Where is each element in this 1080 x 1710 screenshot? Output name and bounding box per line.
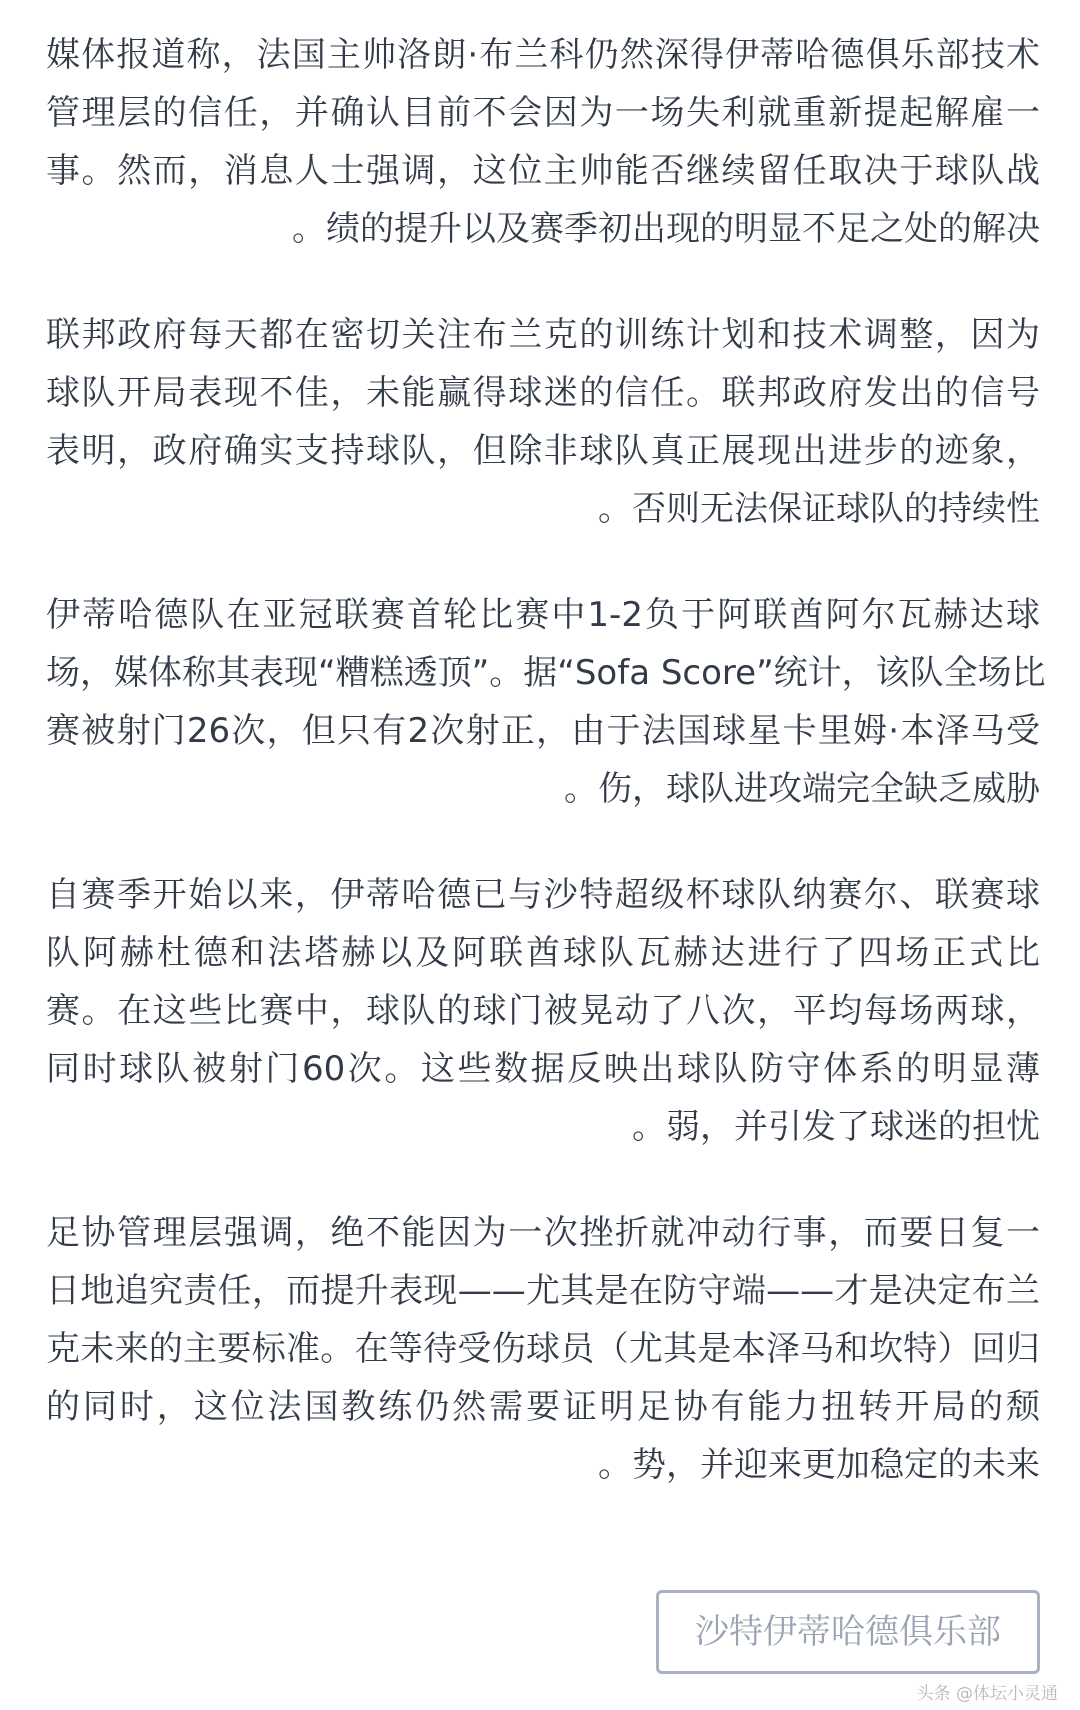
paragraph-3 xyxy=(46,586,1046,818)
paragraph-line: 。伤，球队进攻端完全缺乏威胁 xyxy=(564,769,1040,809)
paragraph-line: 足协管理层强调，绝不能因为一次挫折就冲动行事，而要日复一 xyxy=(46,1213,1040,1253)
paragraph-line: 自赛季开始以来，伊蒂哈德已与沙特超级杯球队纳赛尔、联赛球 xyxy=(46,875,1040,915)
paragraph-line: 赛被射门26次，但只有2次射正，由于法国球星卡里姆·本泽马受 xyxy=(46,711,1040,751)
paragraph-line: 媒体报道称，法国主帅洛朗·布兰科仍然深得伊蒂哈德俱乐部技术 xyxy=(46,35,1040,75)
paragraph-line: 。绩的提升以及赛季初出现的明显不足之处的解决 xyxy=(292,209,1040,249)
paragraph-1 xyxy=(46,26,1040,258)
paragraph-line: 球队开局表现不佳，未能赢得球迷的信任。联邦政府发出的信号 xyxy=(46,373,1040,413)
paragraph-line: 表明，政府确实支持球队，但除非球队真正展现出进步的迹象， xyxy=(46,431,1040,471)
paragraph-line: 。否则无法保证球队的持续性 xyxy=(598,489,1040,529)
paragraph-line: 队阿赫杜德和法塔赫以及阿联酋球队瓦赫达进行了四场正式比 xyxy=(46,933,1040,973)
club-tag-button[interactable]: 沙特伊蒂哈德俱乐部 xyxy=(656,1590,1040,1674)
paragraph-line: 克未来的主要标准。在等待受伤球员（尤其是本泽马和坎特）回归 xyxy=(46,1329,1040,1369)
paragraph-2 xyxy=(46,306,1040,538)
paragraph-line: 管理层的信任，并确认目前不会因为一场失利就重新提起解雇一 xyxy=(46,93,1040,133)
paragraph-line: 赛。在这些比赛中，球队的球门被晃动了八次，平均每场两球， xyxy=(46,991,1040,1031)
paragraph-line: 事。然而，消息人士强调，这位主帅能否继续留任取决于球队战 xyxy=(46,151,1040,191)
paragraph-line: 场，媒体称其表现“糟糕透顶”。据“Sofa Score”统计，该队全场比 xyxy=(46,653,1046,693)
article-body xyxy=(46,26,1046,1542)
paragraph-5 xyxy=(46,1204,1040,1494)
paragraph-line: 日地追究责任，而提升表现——尤其是在防守端——才是决定布兰 xyxy=(46,1271,1040,1311)
paragraph-line: 联邦政府每天都在密切关注布兰克的训练计划和技术调整，因为 xyxy=(46,315,1040,355)
paragraph-line: 。势，并迎来更加稳定的未来 xyxy=(598,1445,1040,1485)
paragraph-line: 的同时，这位法国教练仍然需要证明足协有能力扭转开局的颓 xyxy=(46,1387,1040,1427)
paragraph-line: 伊蒂哈德队在亚冠联赛首轮比赛中1-2负于阿联酋阿尔瓦赫达球 xyxy=(46,595,1040,635)
watermark: 头条 @体坛小灵通 xyxy=(916,1684,1058,1704)
paragraph-4 xyxy=(46,866,1040,1156)
paragraph-line: 同时球队被射门60次。这些数据反映出球队防守体系的明显薄 xyxy=(46,1049,1040,1089)
paragraph-line: 。弱，并引发了球迷的担忧 xyxy=(632,1107,1040,1147)
